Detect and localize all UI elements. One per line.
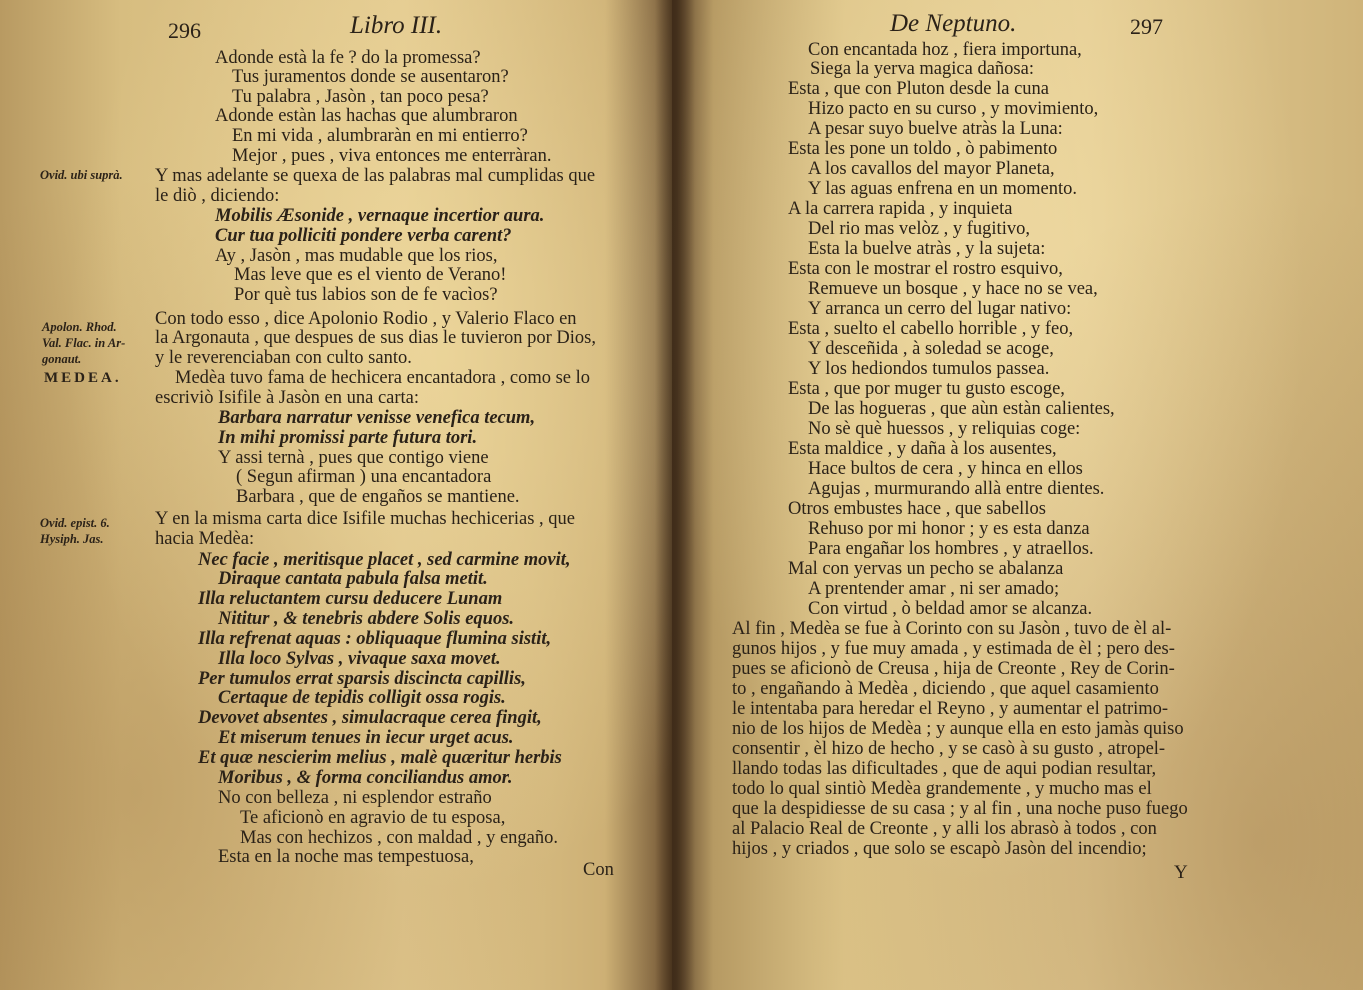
right-page [672, 0, 1363, 990]
text-line: Por què tus labios son de fe vacìos? [234, 285, 498, 305]
text-line: Illa loco Sylvas , vivaque saxa movet. [218, 649, 501, 669]
text-line: pues se aficionò de Creusa , hija de Creonte , Rey de Corin- [732, 659, 1175, 679]
text-line: Con virtud , ò beldad amor se alcanza. [808, 599, 1093, 619]
text-line: todo lo qual sintiò Medèa grandemente , y mucho mas el [732, 779, 1152, 799]
text-line: consentir , èl hizo de hecho , y se casò à su gusto , atropel- [732, 739, 1166, 759]
text-line: Agujas , murmurando allà entre dientes. [808, 479, 1105, 499]
text-line: ( Segun afirman ) una encantadora [236, 467, 492, 487]
text-line: Y los hediondos tumulos passea. [808, 359, 1050, 379]
text-line: Otros embustes hace , que sabellos [788, 499, 1046, 519]
text-line: y le reverenciaban con culto santo. [155, 348, 412, 368]
text-line: Con todo esso , dice Apolonio Rodio , y Valerio Flaco en [155, 309, 577, 329]
text-line: al Palacio Real de Creonte , y alli los abrasò à todos , con [732, 819, 1157, 839]
text-line: Y assi ternà , pues que contigo viene [218, 448, 489, 468]
text-line: Adonde estàn las hachas que alumbraron [215, 106, 518, 126]
text-line: Al fin , Medèa se fue à Corinto con su Jasòn , tuvo de èl al- [732, 619, 1172, 639]
catchword: Con [583, 860, 614, 880]
text-line: Tus juramentos donde se ausentaron? [232, 67, 509, 87]
text-line: Rehuso por mi honor ; y es esta danza [808, 519, 1090, 539]
text-line: Para engañar los hombres , y atraellos. [808, 539, 1094, 559]
text-line: No con belleza , ni esplendor estraño [218, 788, 492, 808]
text-line: Hizo pacto en su curso , y movimiento, [808, 99, 1099, 119]
text-line: Hace bultos de cera , y hinca en ellos [808, 459, 1083, 479]
running-head-left: Libro III. [350, 12, 443, 39]
text-line: Illa refrenat aquas : obliquaque flumina sistit, [198, 629, 552, 649]
text-line: Y en la misma carta dice Isifile muchas hechicerias , que [155, 509, 576, 529]
text-line: Et quæ nescierim melius , malè quæritur herbis [198, 748, 562, 768]
text-line: Esta , suelto el cabello horrible , y feo, [788, 319, 1074, 339]
text-line: gunos hijos , y fue muy amada , y estimada de èl ; pero des- [732, 639, 1175, 659]
text-line: Diraque cantata pabula falsa metit. [218, 569, 488, 589]
margin-note: Ovid. ubi suprà. [40, 168, 123, 182]
text-line: escriviò Isifile à Jasòn en una carta: [155, 388, 420, 408]
text-line: Nititur , & tenebris abdere Solis equos. [218, 609, 515, 629]
text-line: Y las aguas enfrena en un momento. [808, 179, 1078, 199]
text-line: In mihi promissi parte futura tori. [218, 428, 478, 448]
text-line: En mi vida , alumbraràn en mi entierro? [232, 126, 528, 146]
text-line: Y mas adelante se quexa de las palabras mal cumplidas que [155, 166, 596, 186]
text-line: A la carrera rapida , y inquieta [788, 199, 1013, 219]
text-line: to , engañando à Medèa , diciendo , que aquel casamiento [732, 679, 1159, 699]
text-line: Esta la buelve atràs , y la sujeta: [808, 239, 1046, 259]
text-line: A prentender amar , ni ser amado; [808, 579, 1060, 599]
text-line: Ay , Jasòn , mas mudable que los rios, [215, 246, 498, 266]
text-line: Mejor , pues , viva entonces me enterràran. [232, 146, 552, 166]
running-head-right: De Neptuno. [890, 10, 1017, 37]
text-line: No sè què huessos , y reliquias coge: [808, 419, 1081, 439]
text-line: Mobilis Æsonide , vernaque incertior aura. [215, 206, 545, 226]
text-line: Esta en la noche mas tempestuosa, [218, 847, 474, 867]
margin-note: Val. Flac. in Ar- [42, 336, 126, 350]
text-line: Adonde està la fe ? do la promessa? [215, 48, 481, 68]
text-line: Mas leve que es el viento de Verano! [234, 265, 507, 285]
text-line: Esta , que con Pluton desde la cuna [788, 79, 1049, 99]
left-page [0, 0, 672, 990]
text-line: Mas con hechizos , con maldad , y engaño. [240, 828, 559, 848]
text-line: Con encantada hoz , fiera importuna, [808, 40, 1082, 60]
text-line: Et miserum tenues in iecur urget acus. [218, 728, 514, 748]
text-line: nio de los hijos de Medèa ; y aunque ella en esto jamàs quiso [732, 719, 1184, 739]
margin-note: Hysiph. Jas. [40, 532, 104, 546]
text-line: Mal con yervas un pecho se abalanza [788, 559, 1064, 579]
page-number-left: 296 [168, 18, 201, 43]
text-line: Esta maldice , y daña à los ausentes, [788, 439, 1057, 459]
text-line: Remueve un bosque , y hace no se vea, [808, 279, 1098, 299]
text-line: Illa reluctantem cursu deducere Lunam [198, 589, 503, 609]
text-line: Del rio mas velòz , y fugitivo, [808, 219, 1030, 239]
text-line: le diò , diciendo: [155, 186, 280, 206]
text-line: Siega la yerva magica dañosa: [810, 59, 1034, 79]
text-line: llando todas las dificultades , que de aqui podian resultar, [732, 759, 1157, 779]
text-line: Esta les pone un toldo , ò pabimento [788, 139, 1058, 159]
text-line: que la despidiesse de su casa ; y al fin , una noche puso fuego [732, 799, 1188, 819]
text-line: Devovet absentes , simulacraque cerea fingit, [198, 708, 542, 728]
book-gutter [655, 0, 695, 990]
text-line: Esta con le mostrar el rostro esquivo, [788, 259, 1063, 279]
text-line: Certaque de tepidis colligit ossa rogis. [218, 688, 506, 708]
text-line: Esta , que por muger tu gusto escoge, [788, 379, 1065, 399]
text-line: Medèa tuvo fama de hechicera encantadora , como se lo [175, 368, 591, 388]
text-line: Cur tua polliciti pondere verba carent? [215, 226, 512, 246]
text-line: Barbara narratur venisse venefica tecum, [218, 408, 536, 428]
text-line: hacia Medèa: [155, 529, 255, 549]
text-line: Tu palabra , Jasòn , tan poco pesa? [232, 87, 489, 107]
text-line: Per tumulos errat sparsis discincta capillis, [198, 669, 526, 689]
page-number-right: 297 [1130, 14, 1163, 39]
text-line: Y arranca un cerro del lugar nativo: [808, 299, 1072, 319]
text-line: A pesar suyo buelve atràs la Luna: [808, 119, 1063, 139]
margin-note-medea: MEDEA. [44, 370, 122, 386]
margin-note: Ovid. epist. 6. [40, 516, 110, 530]
text-line: Te aficionò en agravio de tu esposa, [240, 808, 506, 828]
text-line: hijos , y criados , que solo se escapò Jasòn del incendio; [732, 839, 1147, 859]
text-line: le intentaba para heredar el Reyno , y aumentar el patrimo- [732, 699, 1169, 719]
text-line: De las hogueras , que aùn estàn calientes, [808, 399, 1115, 419]
margin-note: Apolon. Rhod. [42, 320, 117, 334]
signature-mark: Y [1174, 862, 1188, 883]
text-line: A los cavallos del mayor Planeta, [808, 159, 1055, 179]
text-line: Y desceñida , à soledad se acoge, [808, 339, 1054, 359]
text-line: Moribus , & forma conciliandus amor. [218, 768, 513, 788]
text-line: Nec facie , meritisque placet , sed carmine movit, [198, 550, 571, 570]
text-line: la Argonauta , que despues de sus dias le tuvieron por Dios, [155, 328, 597, 348]
margin-note: gonaut. [42, 352, 82, 366]
text-line: Barbara , que de engaños se mantiene. [236, 487, 520, 507]
